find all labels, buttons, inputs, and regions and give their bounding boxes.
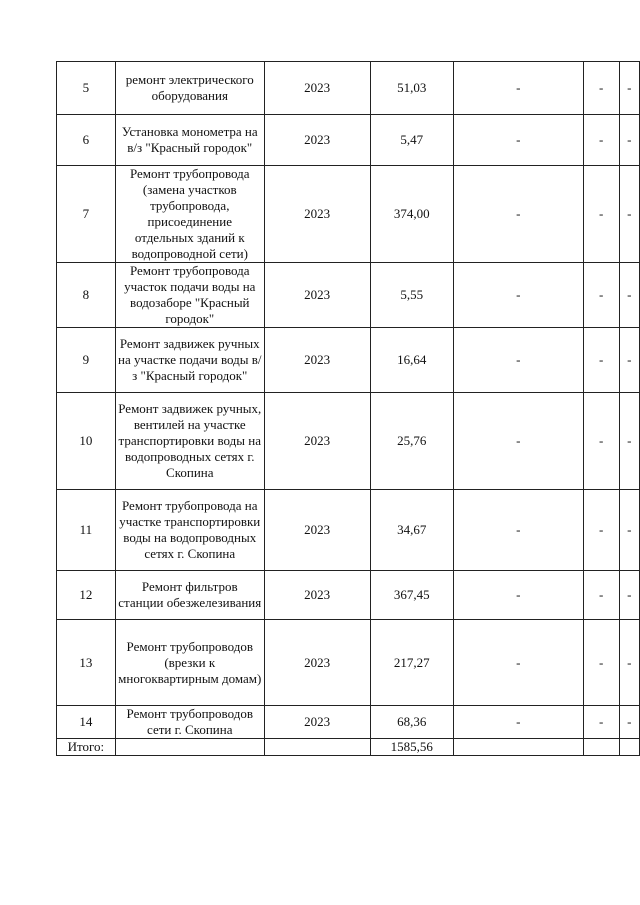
total-cost: 1585,56 bbox=[370, 739, 453, 756]
table-row bbox=[57, 62, 640, 115]
col-extra-3: - bbox=[619, 166, 639, 263]
work-cost: 16,64 bbox=[370, 328, 453, 393]
col-extra-2: - bbox=[583, 490, 619, 571]
col-extra-1: - bbox=[453, 571, 583, 620]
row-number: 7 bbox=[57, 166, 116, 263]
work-name: Ремонт трубопроводов сети г. Скопина bbox=[115, 706, 264, 739]
total-label: Итого: bbox=[57, 739, 116, 756]
col-extra-1: - bbox=[453, 166, 583, 263]
total-empty-cell bbox=[115, 739, 264, 756]
work-year: 2023 bbox=[264, 115, 370, 166]
col-extra-3: - bbox=[619, 62, 639, 115]
row-number: 8 bbox=[57, 263, 116, 328]
work-name: Установка монометра на в/з "Красный городок" bbox=[115, 115, 264, 166]
work-year: 2023 bbox=[264, 62, 370, 115]
work-cost: 51,03 bbox=[370, 62, 453, 115]
work-year: 2023 bbox=[264, 328, 370, 393]
work-year: 2023 bbox=[264, 393, 370, 490]
col-extra-2: - bbox=[583, 263, 619, 328]
work-cost: 5,55 bbox=[370, 263, 453, 328]
col-extra-2: - bbox=[583, 571, 619, 620]
work-name: Ремонт задвижек ручных, вентилей на участке транспортировки воды на водопроводных сетях г. Скопина bbox=[115, 393, 264, 490]
col-extra-2: - bbox=[583, 393, 619, 490]
col-extra-1: - bbox=[453, 620, 583, 706]
row-number: 11 bbox=[57, 490, 116, 571]
table-row bbox=[57, 490, 640, 571]
col-extra-3: - bbox=[619, 706, 639, 739]
row-number: 6 bbox=[57, 115, 116, 166]
col-extra-2: - bbox=[583, 328, 619, 393]
total-empty-cell bbox=[583, 739, 619, 756]
work-year: 2023 bbox=[264, 490, 370, 571]
col-extra-1: - bbox=[453, 328, 583, 393]
work-name: Ремонт трубопровода участок подачи воды на водозаборе "Красный городок" bbox=[115, 263, 264, 328]
work-year: 2023 bbox=[264, 263, 370, 328]
work-cost: 25,76 bbox=[370, 393, 453, 490]
col-extra-1: - bbox=[453, 263, 583, 328]
col-extra-2: - bbox=[583, 115, 619, 166]
col-extra-2: - bbox=[583, 62, 619, 115]
col-extra-2: - bbox=[583, 166, 619, 263]
col-extra-3: - bbox=[619, 263, 639, 328]
total-row bbox=[57, 739, 640, 756]
table-row bbox=[57, 571, 640, 620]
table-row bbox=[57, 620, 640, 706]
col-extra-3: - bbox=[619, 571, 639, 620]
work-name: Ремонт фильтров станции обезжелезивания bbox=[115, 571, 264, 620]
work-cost: 5,47 bbox=[370, 115, 453, 166]
work-cost: 217,27 bbox=[370, 620, 453, 706]
work-year: 2023 bbox=[264, 571, 370, 620]
table-row bbox=[57, 263, 640, 328]
col-extra-1: - bbox=[453, 490, 583, 571]
row-number: 10 bbox=[57, 393, 116, 490]
col-extra-2: - bbox=[583, 620, 619, 706]
table-row bbox=[57, 115, 640, 166]
col-extra-1: - bbox=[453, 115, 583, 166]
work-cost: 367,45 bbox=[370, 571, 453, 620]
total-empty-cell bbox=[264, 739, 370, 756]
table-row bbox=[57, 706, 640, 739]
work-cost: 34,67 bbox=[370, 490, 453, 571]
table-row bbox=[57, 166, 640, 263]
col-extra-3: - bbox=[619, 393, 639, 490]
row-number: 13 bbox=[57, 620, 116, 706]
col-extra-1: - bbox=[453, 706, 583, 739]
row-number: 5 bbox=[57, 62, 116, 115]
table-row bbox=[57, 393, 640, 490]
work-name: ремонт электрического оборудования bbox=[115, 62, 264, 115]
works-table bbox=[56, 61, 640, 756]
col-extra-3: - bbox=[619, 490, 639, 571]
work-cost: 374,00 bbox=[370, 166, 453, 263]
work-name: Ремонт трубопровода на участке транспортировки воды на водопроводных сетях г. Скопина bbox=[115, 490, 264, 571]
col-extra-3: - bbox=[619, 620, 639, 706]
work-cost: 68,36 bbox=[370, 706, 453, 739]
row-number: 12 bbox=[57, 571, 116, 620]
work-year: 2023 bbox=[264, 620, 370, 706]
work-name: Ремонт трубопроводов (врезки к многоквартирным домам) bbox=[115, 620, 264, 706]
row-number: 14 bbox=[57, 706, 116, 739]
work-name: Ремонт задвижек ручных на участке подачи воды в/з "Красный городок" bbox=[115, 328, 264, 393]
total-empty-cell bbox=[619, 739, 639, 756]
col-extra-1: - bbox=[453, 62, 583, 115]
work-year: 2023 bbox=[264, 706, 370, 739]
row-number: 9 bbox=[57, 328, 116, 393]
total-empty-cell bbox=[453, 739, 583, 756]
work-name: Ремонт трубопровода (замена участков трубопровода, присоединение отдельных зданий к водопроводной сети) bbox=[115, 166, 264, 263]
col-extra-1: - bbox=[453, 393, 583, 490]
col-extra-2: - bbox=[583, 706, 619, 739]
work-year: 2023 bbox=[264, 166, 370, 263]
col-extra-3: - bbox=[619, 115, 639, 166]
table-row bbox=[57, 328, 640, 393]
col-extra-3: - bbox=[619, 328, 639, 393]
